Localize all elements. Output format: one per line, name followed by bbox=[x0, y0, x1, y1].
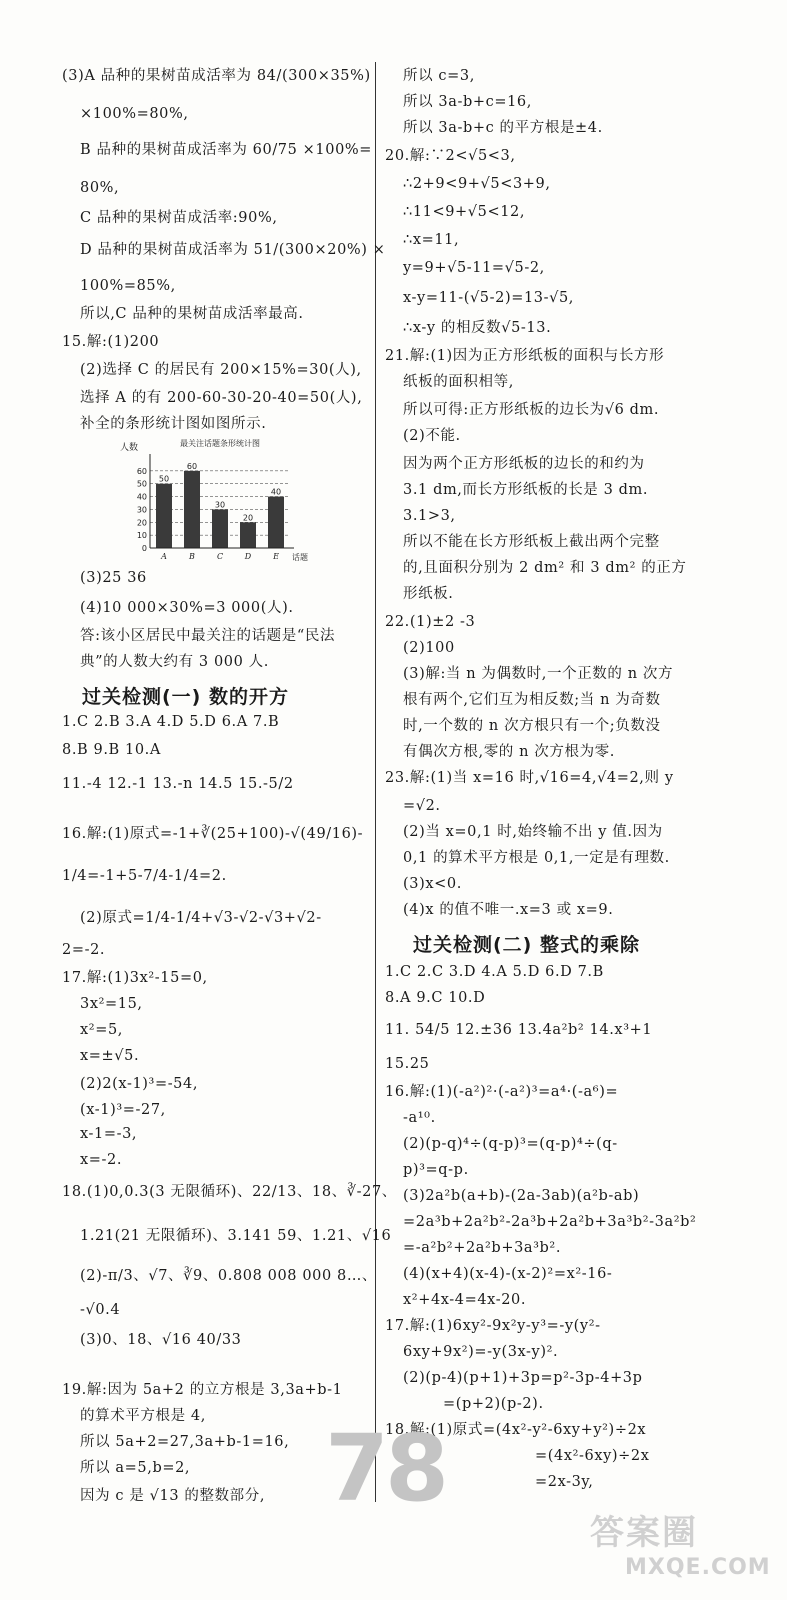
text-line: 20.解:∵2<√5<3, bbox=[385, 148, 516, 164]
text-line: x-1=-3, bbox=[80, 1126, 138, 1142]
bar-chart bbox=[120, 436, 320, 564]
text-line: ∴11<9+√5<12, bbox=[403, 204, 526, 220]
text-line: 18.(1)0,0.3(3 无限循环)、22/13、18、∛-27、 bbox=[62, 1184, 397, 1200]
text-line: (4)x 的值不唯一.x=3 或 x=9. bbox=[403, 902, 614, 918]
text-line: 根有两个,它们互为相反数;当 n 为奇数 bbox=[403, 692, 661, 708]
chart-bar bbox=[212, 509, 228, 548]
text-line: 因为两个正方形纸板的边长的和约为 bbox=[403, 456, 645, 472]
chart-ytick-label: 60 bbox=[136, 466, 147, 476]
text-line: 形纸板. bbox=[403, 586, 454, 602]
text-line: 所以可得:正方形纸板的边长为√6 dm. bbox=[403, 402, 660, 418]
text-line: ×100%=80%, bbox=[80, 106, 189, 122]
chart-ytick-label: 0 bbox=[141, 544, 147, 553]
page-number: 78 bbox=[325, 1415, 446, 1522]
text-line: 补全的条形统计图如图所示. bbox=[80, 416, 267, 432]
chart-bar bbox=[240, 522, 256, 548]
text-line: 21.解:(1)因为正方形纸板的面积与长方形 bbox=[385, 348, 665, 364]
text-line: 因为 c 是 √13 的整数部分, bbox=[80, 1488, 266, 1504]
text-line: 时,一个数的 n 次方根只有一个;负数没 bbox=[403, 718, 661, 734]
text-line: 所以 c=3, bbox=[403, 68, 475, 84]
text-line: ∴2+9<9+√5<3+9, bbox=[403, 176, 551, 192]
chart-bar bbox=[268, 497, 284, 548]
text-line: 1/4=-1+5-7/4-1/4=2. bbox=[62, 868, 227, 884]
text-line: 选择 A 的有 200-60-30-20-40=50(人), bbox=[80, 390, 363, 406]
text-line: 100%=85%, bbox=[80, 278, 176, 294]
text-line: 所以 a=5,b=2, bbox=[80, 1460, 191, 1476]
text-line: 典”的人数大约有 3 000 人. bbox=[80, 654, 269, 670]
text-line: 所以 5a+2=27,3a+b-1=16, bbox=[80, 1434, 290, 1450]
chart-title: 最关注话题条形统计图 bbox=[180, 439, 260, 448]
text-line: 1.C 2.C 3.D 4.A 5.D 6.D 7.B bbox=[385, 964, 604, 980]
text-line: =(p+2)(p-2). bbox=[443, 1396, 544, 1412]
chart-category-label: E bbox=[273, 552, 279, 561]
text-line: 0,1 的算术平方根是 0,1,一定是有理数. bbox=[403, 850, 670, 866]
text-line: 15.解:(1)200 bbox=[62, 334, 160, 350]
text-line: 2=-2. bbox=[62, 942, 106, 958]
text-line: =2a³b+2a²b²-2a³b+2a²b+3a³b²-3a²b² bbox=[403, 1214, 697, 1230]
text-line: p)³=q-p. bbox=[403, 1162, 469, 1178]
text-line: (3)x<0. bbox=[403, 876, 462, 892]
text-line: B 品种的果树苗成活率为 60/75 ×100%= bbox=[80, 142, 373, 158]
text-line: =(4x²-6xy)÷2x bbox=[535, 1448, 650, 1464]
text-line: 3.1 dm,而长方形纸板的长是 3 dm. bbox=[403, 482, 649, 498]
text-line: (x-1)³=-27, bbox=[80, 1102, 166, 1118]
text-line: 16.解:(1)(-a²)²·(-a²)³=a⁴·(-a⁶)= bbox=[385, 1084, 619, 1100]
chart-ytick-label: 50 bbox=[136, 479, 147, 489]
text-line: (2)当 x=0,1 时,始终输不出 y 值.因为 bbox=[403, 824, 663, 840]
text-line: 8.A 9.C 10.D bbox=[385, 990, 486, 1006]
text-line: 1.C 2.B 3.A 4.D 5.D 6.A 7.B bbox=[62, 714, 280, 730]
text-line: 15.25 bbox=[385, 1056, 430, 1072]
chart-category-label: B bbox=[189, 552, 195, 561]
text-line: 17.解:(1)3x²-15=0, bbox=[62, 970, 208, 986]
text-line: 的,且面积分别为 2 dm² 和 3 dm² 的正方 bbox=[403, 560, 687, 576]
text-line: 有偶次方根,零的 n 次方根为零. bbox=[403, 744, 615, 760]
chart-category-label: D bbox=[244, 552, 252, 561]
text-line: (4)(x+4)(x-4)-(x-2)²=x²-16- bbox=[403, 1266, 613, 1282]
text-line: 23.解:(1)当 x=16 时,√16=4,√4=2,则 y bbox=[385, 770, 674, 786]
text-line: =-a²b²+2a²b+3a³b². bbox=[403, 1240, 562, 1256]
chart-data-label: 20 bbox=[242, 513, 254, 523]
text-line: x=±√5. bbox=[80, 1048, 140, 1064]
text-line: 11. 54/5 12.±36 13.4a²b² 14.x³+1 bbox=[385, 1022, 653, 1038]
chart-data-label: 30 bbox=[214, 500, 226, 510]
watermark-url: MXQE.COM bbox=[625, 1555, 771, 1580]
chart-category-label: C bbox=[216, 552, 224, 561]
text-line: (2)不能. bbox=[403, 428, 461, 444]
text-line: D 品种的果树苗成活率为 51/(300×20%) × bbox=[80, 242, 386, 258]
text-line: (2)100 bbox=[403, 640, 455, 656]
text-line: 19.解:因为 5a+2 的立方根是 3,3a+b-1 bbox=[62, 1382, 343, 1398]
text-line: -√0.4 bbox=[80, 1302, 121, 1318]
text-line: 1.21(21 无限循环)、3.141 59、1.21、√16 bbox=[80, 1228, 392, 1244]
text-line: 18.解:(1)原式=(4x²-y²-6xy+y²)÷2x bbox=[385, 1422, 647, 1438]
text-line: 所以 3a-b+c 的平方根是±4. bbox=[403, 120, 603, 136]
text-line: 16.解:(1)原式=-1+∛(25+100)-√(49/16)- bbox=[62, 826, 364, 842]
text-line: 答:该小区居民中最关注的话题是“民法 bbox=[80, 628, 336, 644]
column-divider bbox=[375, 62, 376, 1502]
chart-ytick-label: 10 bbox=[136, 531, 147, 541]
text-line: 80%, bbox=[80, 180, 120, 196]
text-line: 17.解:(1)6xy²-9x²y-y³=-y(y²- bbox=[385, 1318, 601, 1334]
text-line: 的算术平方根是 4, bbox=[80, 1408, 206, 1424]
chart-data-label: 60 bbox=[186, 461, 198, 471]
text-line: 8.B 9.B 10.A bbox=[62, 742, 161, 758]
text-line: (2)选择 C 的居民有 200×15%=30(人), bbox=[80, 362, 362, 378]
text-line: 所以,C 品种的果树苗成活率最高. bbox=[80, 306, 304, 322]
text-line: C 品种的果树苗成活率:90%, bbox=[80, 210, 278, 226]
text-line: (2)(p-4)(p+1)+3p=p²-3p-4+3p bbox=[403, 1370, 643, 1386]
text-line: 3.1>3, bbox=[403, 508, 456, 524]
chart-bar bbox=[156, 484, 172, 548]
chart-bar bbox=[184, 471, 200, 548]
text-line: 6xy+9x²)=-y(3x-y)². bbox=[403, 1344, 559, 1360]
chart-data-label: 50 bbox=[158, 474, 170, 484]
text-line: (2)2(x-1)³=-54, bbox=[80, 1076, 199, 1092]
watermark-logo: 答案圈 bbox=[590, 1513, 698, 1553]
text-line: =√2. bbox=[403, 798, 441, 814]
chart-ytick-label: 30 bbox=[136, 505, 147, 515]
text-line: (3)解:当 n 为偶数时,一个正数的 n 次方 bbox=[403, 666, 674, 682]
chart-ytick-label: 40 bbox=[136, 492, 147, 502]
chart-category-label: A bbox=[161, 552, 167, 561]
text-line: (3)25 36 bbox=[80, 570, 147, 586]
text-line: x²=5, bbox=[80, 1022, 123, 1038]
section-heading-1: 过关检测(一) 数的开方 bbox=[82, 686, 289, 708]
text-line: 3x²=15, bbox=[80, 996, 143, 1012]
text-line: =2x-3y, bbox=[535, 1474, 594, 1490]
text-line: x²+4x-4=4x-20. bbox=[403, 1292, 527, 1308]
text-line: (3)2a²b(a+b)-(2a-3ab)(a²b-ab) bbox=[403, 1188, 640, 1204]
text-line: 所以 3a-b+c=16, bbox=[403, 94, 532, 110]
text-line: 纸板的面积相等, bbox=[403, 374, 514, 390]
text-line: 22.(1)±2 -3 bbox=[385, 614, 476, 630]
section-heading-2: 过关检测(二) 整式的乘除 bbox=[413, 934, 640, 956]
text-line: x-y=11-(√5-2)=13-√5, bbox=[403, 290, 574, 306]
text-line: -a¹⁰. bbox=[403, 1110, 436, 1126]
text-line: (4)10 000×30%=3 000(人). bbox=[80, 600, 294, 616]
text-line: ∴x=11, bbox=[403, 232, 460, 248]
text-line: x=-2. bbox=[80, 1152, 123, 1168]
chart-ylabel: 人数 bbox=[120, 443, 139, 453]
text-line: (2)原式=1/4-1/4+√3-√2-√3+√2- bbox=[80, 910, 322, 926]
text-line: (2)-π/3、√7、∛9、0.808 008 000 8…、 bbox=[80, 1268, 378, 1284]
text-line: (3)A 品种的果树苗成活率为 84/(300×35%) bbox=[62, 68, 371, 84]
chart-data-label: 40 bbox=[270, 487, 282, 497]
text-line: ∴x-y 的相反数√5-13. bbox=[403, 320, 552, 336]
chart-ytick-label: 20 bbox=[136, 518, 147, 528]
text-line: 所以不能在长方形纸板上截出两个完整 bbox=[403, 534, 660, 550]
text-line: y=9+√5-11=√5-2, bbox=[403, 260, 545, 276]
text-line: 11.-4 12.-1 13.-n 14.5 15.-5/2 bbox=[62, 776, 294, 792]
text-line: (2)(p-q)⁴÷(q-p)³=(q-p)⁴÷(q- bbox=[403, 1136, 618, 1152]
text-line: (3)0、18、√16 40/33 bbox=[80, 1332, 242, 1348]
chart-xlabel: 话题 bbox=[292, 553, 308, 562]
